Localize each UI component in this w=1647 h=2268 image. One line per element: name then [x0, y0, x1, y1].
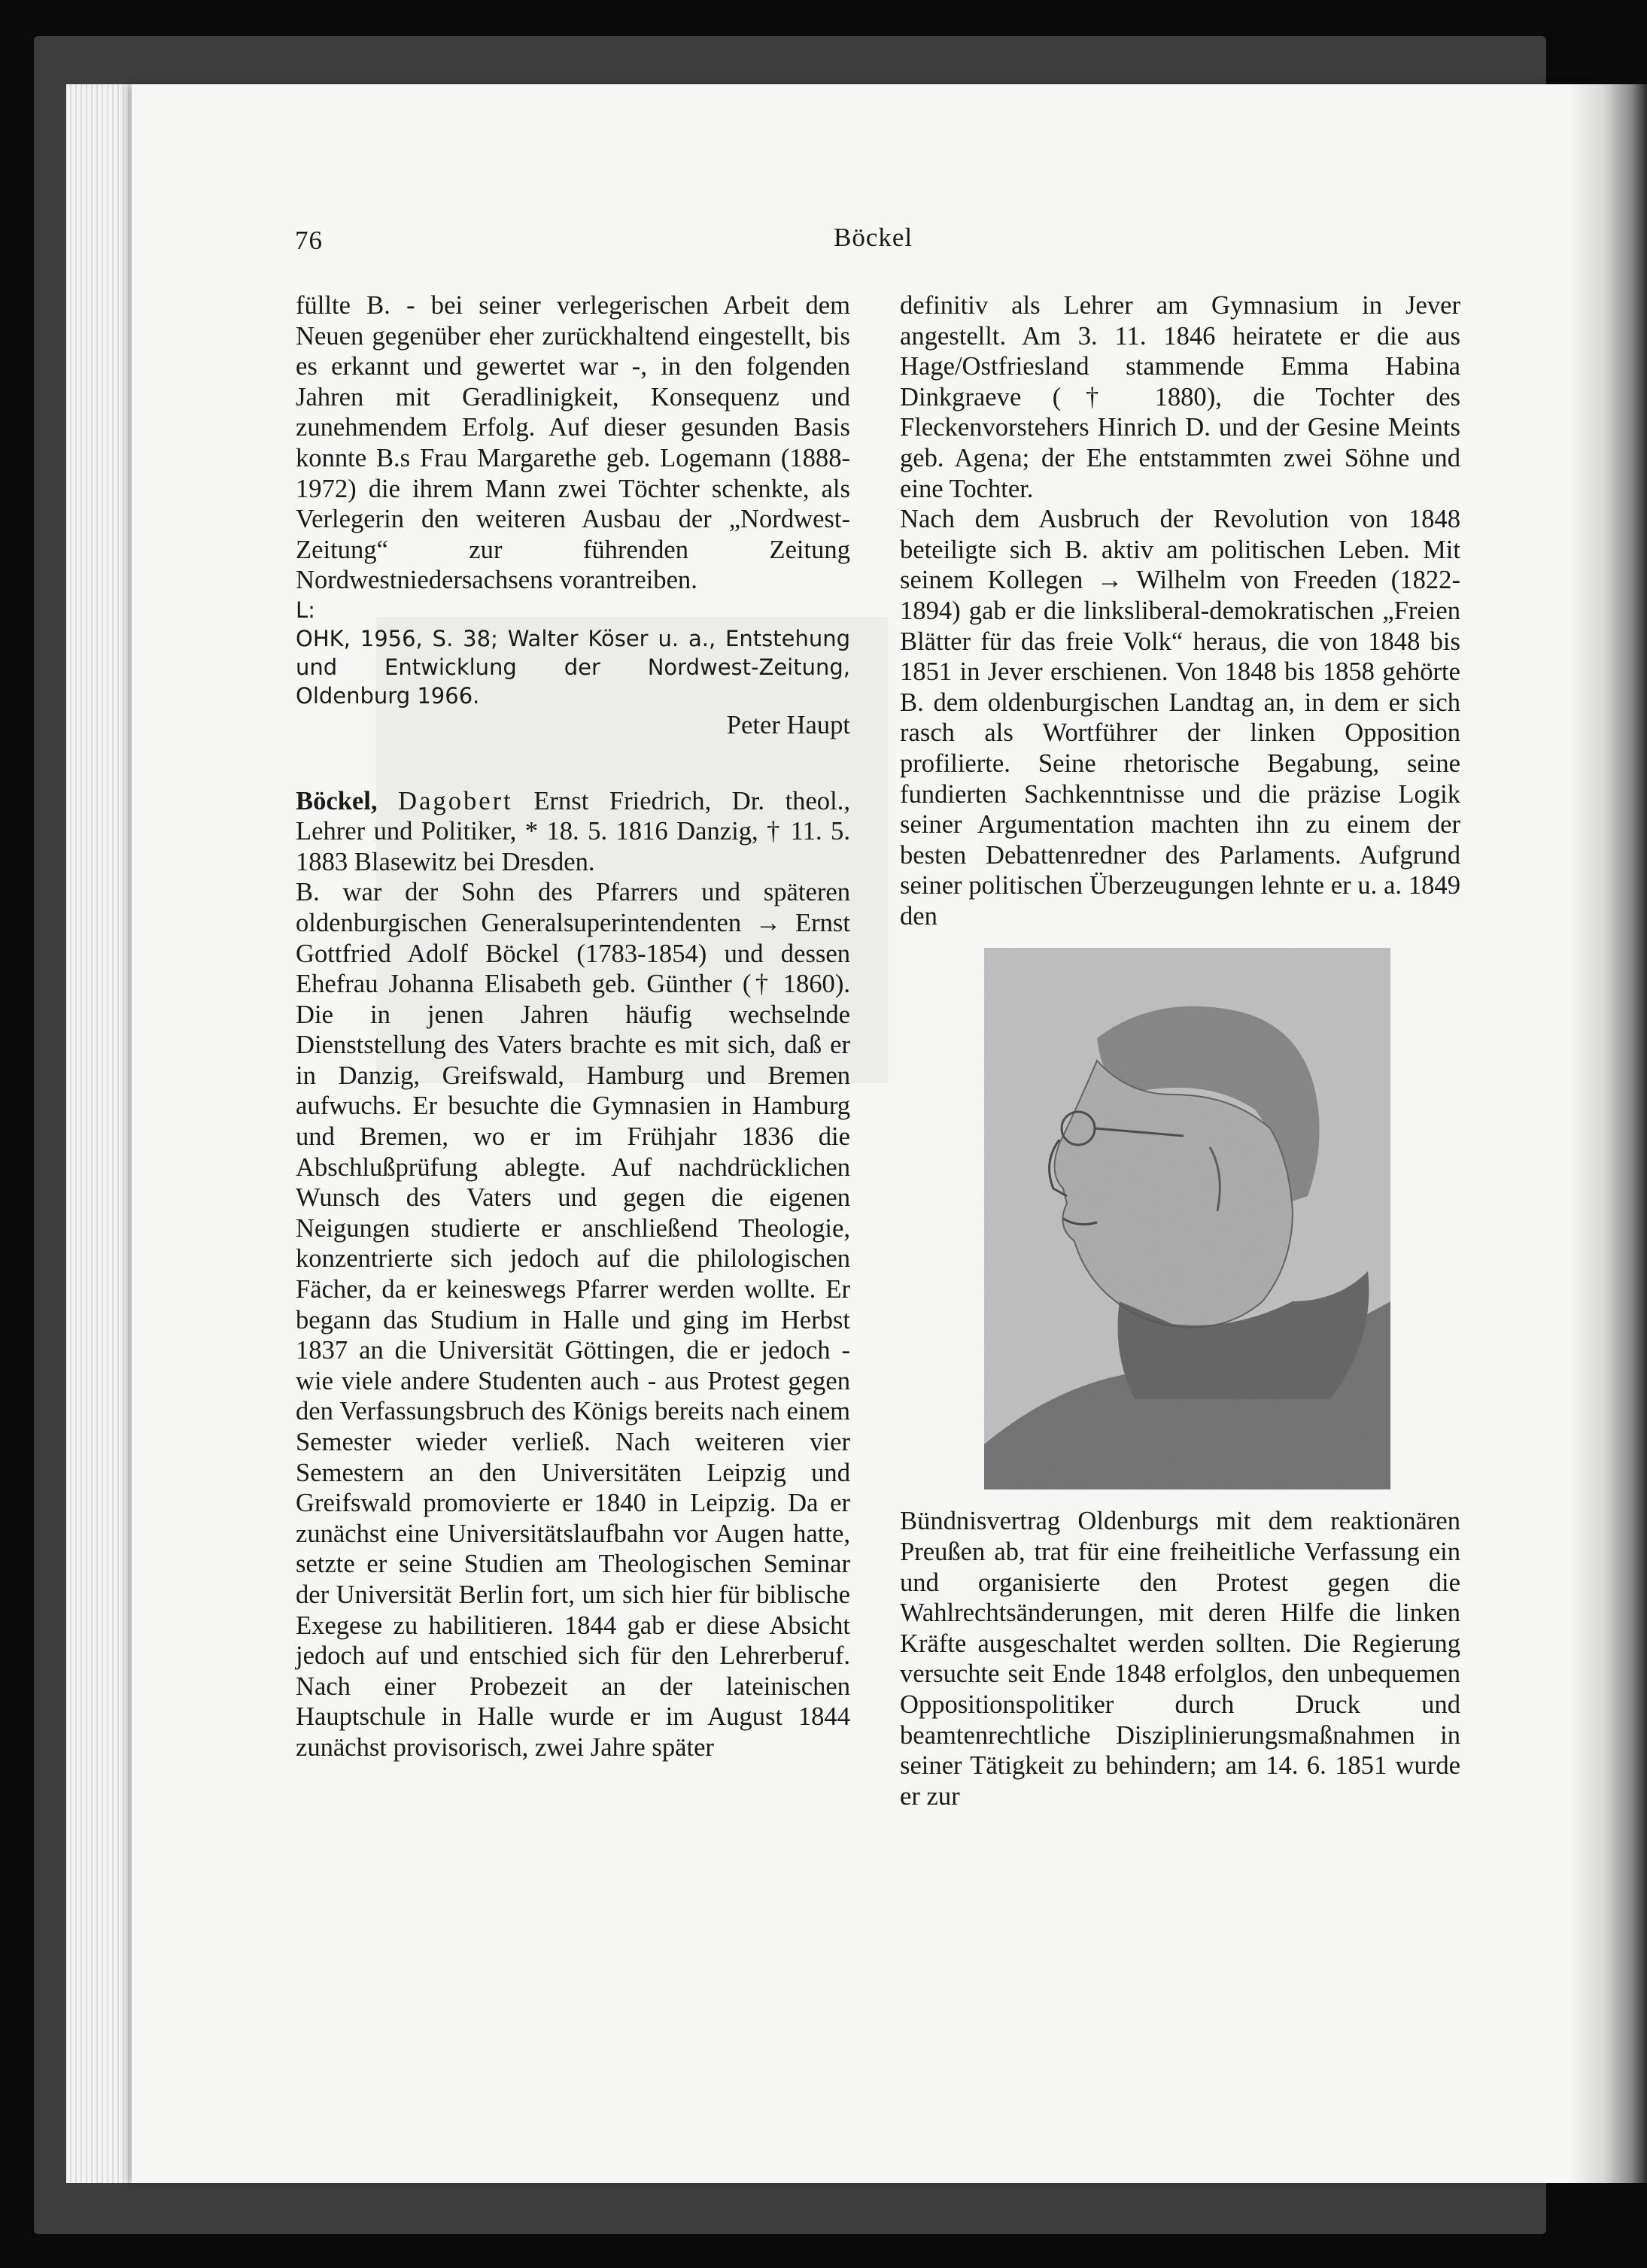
- body-paragraph-1: definitiv als Lehrer am Gymnasium in Jever angestellt. Am 3. 11. 1846 heiratete er die aus Hage/Ostfriesland stammende Emma Habina Dinkgraeve († 1880), die Tochter des Fleckenvorstehers Hinrich D. und der Gesine Meints geb. Agena; der Ehe entstammten zwei Söhne und eine Tochter.: [900, 291, 1460, 503]
- left-column: [296, 290, 850, 1763]
- portrait-sketch: [984, 948, 1390, 1489]
- literature-label: L:: [296, 597, 315, 623]
- page-number: 76: [295, 226, 323, 255]
- entry-author: Peter Haupt: [726, 710, 850, 739]
- body-paragraph-2: Nach dem Ausbruch der Revolution von 1848 beteiligte sich B. aktiv am politischen Leben. Mit seinem Kollegen → Wilhelm von Freeden (1822-1894) gab er die linksliberal-demokratischen „Freien Blätter für das freie Volk“ heraus, die von 1848 bis 1851 in Jever erschienen. Von 1848 bis 1858 gehörte B. dem oldenburgischen Landtag an, in dem er sich rasch als Wortführer der linken Opposition profilierte. Seine rhetorische Begabung, seine fundierten Sachkenntnisse und die präzise Logik seiner Argumentation machten ihn zu einem der besten Debattenredner des Parlaments. Aufgrund seiner politischen Überzeugungen lehnte er u. a. 1849 den: [900, 505, 1460, 931]
- running-title: Böckel: [834, 223, 913, 252]
- previous-entry-ending: füllte B. - bei seiner verlegerischen Arbeit dem Neuen gegenüber eher zurückhaltend eingestellt, bis es erkannt und gewertet war -, in den folgenden Jahren mit Geradlinigkeit, Konsequenz und zunehmendem Erfolg. Auf dieser gesunden Basis konnte B.s Frau Margarethe geb. Logemann (1888-1972) die ihrem Mann zwei Töchter schenkte, als Verlegerin den weiteren Ausbau der „Nordwest-Zeitung“ zur führenden Zeitung Nordwestniedersachsens vorantreiben.: [296, 291, 850, 595]
- page-edges: [66, 84, 141, 2183]
- right-column: [900, 290, 1460, 1811]
- page-gutter-shadow: [1569, 84, 1647, 2183]
- entry-body: B. war der Sohn des Pfarrers und späteren oldenburgischen Generalsuperintendenten → Ernst Gottfried Adolf Böckel (1783-1854) und dessen Ehefrau Johanna Elisabeth geb. Günther († 1860). Die in jenen Jahren häufig wechselnde Dienststellung des Vaters brachte es mit sich, daß er in Danzig, Greifswald, Hamburg und Bremen aufwuchs. Er besuchte die Gymnasien in Hamburg und Bremen, wo er im Frühjahr 1836 die Abschlußprüfung ablegte. Auf nachdrücklichen Wunsch des Vaters und gegen die eigenen Neigungen studierte er anschließend Theologie, konzentrierte sich jedoch auf die philologischen Fächer, da er keineswegs Pfarrer werden wollte. Er begann das Studium in Halle und ging im Herbst 1837 an die Universität Göttingen, die er jedoch - wie viele andere Studenten auch - aus Protest gegen den Verfassungsbruch des Königs bereits nach einem Semester wieder verließ. Nach weiteren vier Semestern an den Universitäten Leipzig und Greifswald promovierte er 1840 in Leipzig. Da er zunächst eine Universitätslaufbahn vor Augen hatte, setzte er seine Studien am Theologischen Seminar der Universität Berlin fort, um sich hier für biblische Exegese zu habilitieren. 1844 gab er diese Absicht jedoch auf und entschied sich für den Lehrerberuf. Nach einer Probezeit an der lateinischen Hauptschule in Halle wurde er im August 1844 zunächst provisorisch, zwei Jahre später: [296, 878, 850, 1762]
- literature-text: OHK, 1956, S. 38; Walter Köser u. a., Entstehung und Entwicklung der Nordwest-Zeitung, Oldenburg 1966.: [296, 625, 850, 709]
- entry-firstname: Dagobert: [398, 786, 513, 815]
- entry-heading: [296, 786, 850, 878]
- entry-heading-details: Ernst Friedrich, Dr. theol., Lehrer und Politiker, * 18. 5. 1816 Danzig, † 11. 5. 1883 Blasewitz bei Dresden.: [296, 786, 850, 876]
- entry-surname: Böckel,: [296, 786, 378, 815]
- body-paragraph-3: Bündnisvertrag Oldenburgs mit dem reaktionären Preußen ab, trat für eine freiheitliche Verfassung ein und organisierte den Protest gegen die Wahlrechtsänderungen, mit deren Hilfe die linken Kräfte ausgeschaltet werden sollten. Die Regierung versuchte seit Ende 1848 erfolglos, den unbequemen Oppositionspolitiker durch Druck und beamtenrechtliche Disziplinierungsmaßnahmen in seiner Tätigkeit zu behindern; am 14. 6. 1851 wurde er zur: [900, 1507, 1460, 1811]
